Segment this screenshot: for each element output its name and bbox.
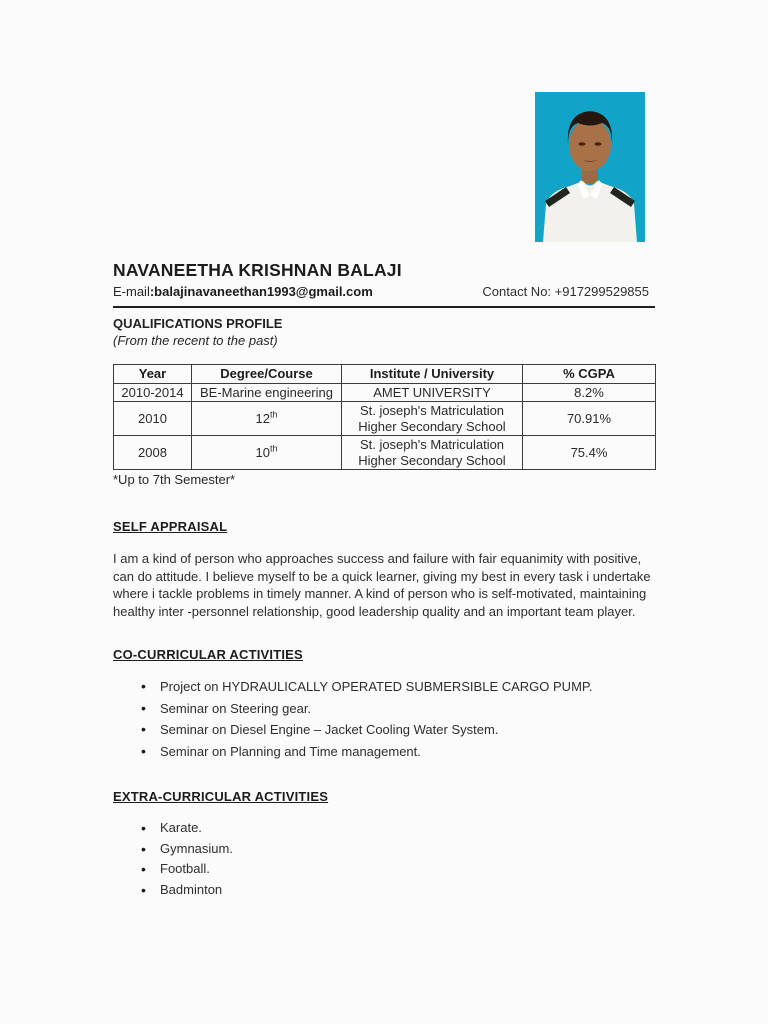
cell-degree xyxy=(192,402,342,436)
list-item: • Gymnasium. xyxy=(113,839,655,860)
list-item: • Karate. xyxy=(113,818,655,839)
header-divider xyxy=(113,306,655,308)
email-line xyxy=(113,284,373,300)
cell-cgpa: 75.4% xyxy=(523,436,656,470)
email-label: E-mail xyxy=(113,284,150,299)
qualifications-title: QUALIFICATIONS PROFILE xyxy=(113,316,283,331)
cell-institute: St. joseph's Matriculation Higher Secondary School xyxy=(342,436,523,470)
email-address: :balajinavaneethan1993@gmail.com xyxy=(149,284,373,299)
list-item: • Seminar on Planning and Time management. xyxy=(113,741,655,763)
applicant-name: NAVANEETHA KRISHNAN BALAJI xyxy=(113,260,402,280)
table-row xyxy=(114,436,656,470)
degree-superscript: th xyxy=(269,443,278,454)
cocurricular-title: CO-CURRICULAR ACTIVITIES xyxy=(113,647,303,662)
table-row xyxy=(114,402,656,436)
cell-institute: AMET UNIVERSITY xyxy=(342,383,523,402)
contact-number: Contact No: +917299529855 xyxy=(482,284,649,299)
col-header-cgpa: % CGPA xyxy=(523,365,656,384)
degree-text: BE-Marine engineering xyxy=(200,384,333,400)
cell-institute: St. joseph's Matriculation Higher Secondary School xyxy=(342,402,523,436)
degree-text: 10 xyxy=(255,444,270,460)
qualifications-subtitle: (From the recent to the past) xyxy=(113,333,278,348)
table-row xyxy=(114,383,656,402)
col-header-degree: Degree/Course xyxy=(192,365,342,384)
cell-year: 2010 xyxy=(114,402,192,436)
cell-degree xyxy=(192,436,342,470)
qualifications-table xyxy=(113,364,656,470)
degree-text: 12 xyxy=(255,410,270,426)
list-item: • Badminton xyxy=(113,880,655,901)
contact-row xyxy=(113,284,655,300)
degree-superscript: th xyxy=(269,409,278,420)
cell-year: 2008 xyxy=(114,436,192,470)
extracurricular-list xyxy=(113,818,655,900)
cell-cgpa: 70.91% xyxy=(523,402,656,436)
cell-degree xyxy=(192,383,342,402)
self-appraisal-title: SELF APPRAISAL xyxy=(113,519,228,534)
cell-cgpa: 8.2% xyxy=(523,383,656,402)
list-item: • Football. xyxy=(113,859,655,880)
cocurricular-list xyxy=(113,676,655,762)
table-header-row xyxy=(114,365,656,384)
extracurricular-title: EXTRA-CURRICULAR ACTIVITIES xyxy=(113,789,329,804)
list-item: • Seminar on Steering gear. xyxy=(113,698,655,720)
table-footnote: *Up to 7th Semester* xyxy=(113,472,236,487)
col-header-year: Year xyxy=(114,365,192,384)
col-header-institute: Institute / University xyxy=(342,365,523,384)
cell-year: 2010-2014 xyxy=(114,383,192,402)
resume-content xyxy=(113,0,655,900)
list-item: • Seminar on Diesel Engine – Jacket Cooling Water System. xyxy=(113,719,655,741)
self-appraisal-text: I am a kind of person who approaches success and failure with fair equanimity with positive, can do attitude. I believe myself to be a quick learner, giving my best in every task i undertake where i tackle problems in timely manner. A kind of person who is self-motivated, maintaining healthy inter -personnel relationship, good leadership quality and an important team player. xyxy=(113,551,651,619)
list-item: • Project on HYDRAULICALLY OPERATED SUBMERSIBLE CARGO PUMP. xyxy=(113,676,655,698)
